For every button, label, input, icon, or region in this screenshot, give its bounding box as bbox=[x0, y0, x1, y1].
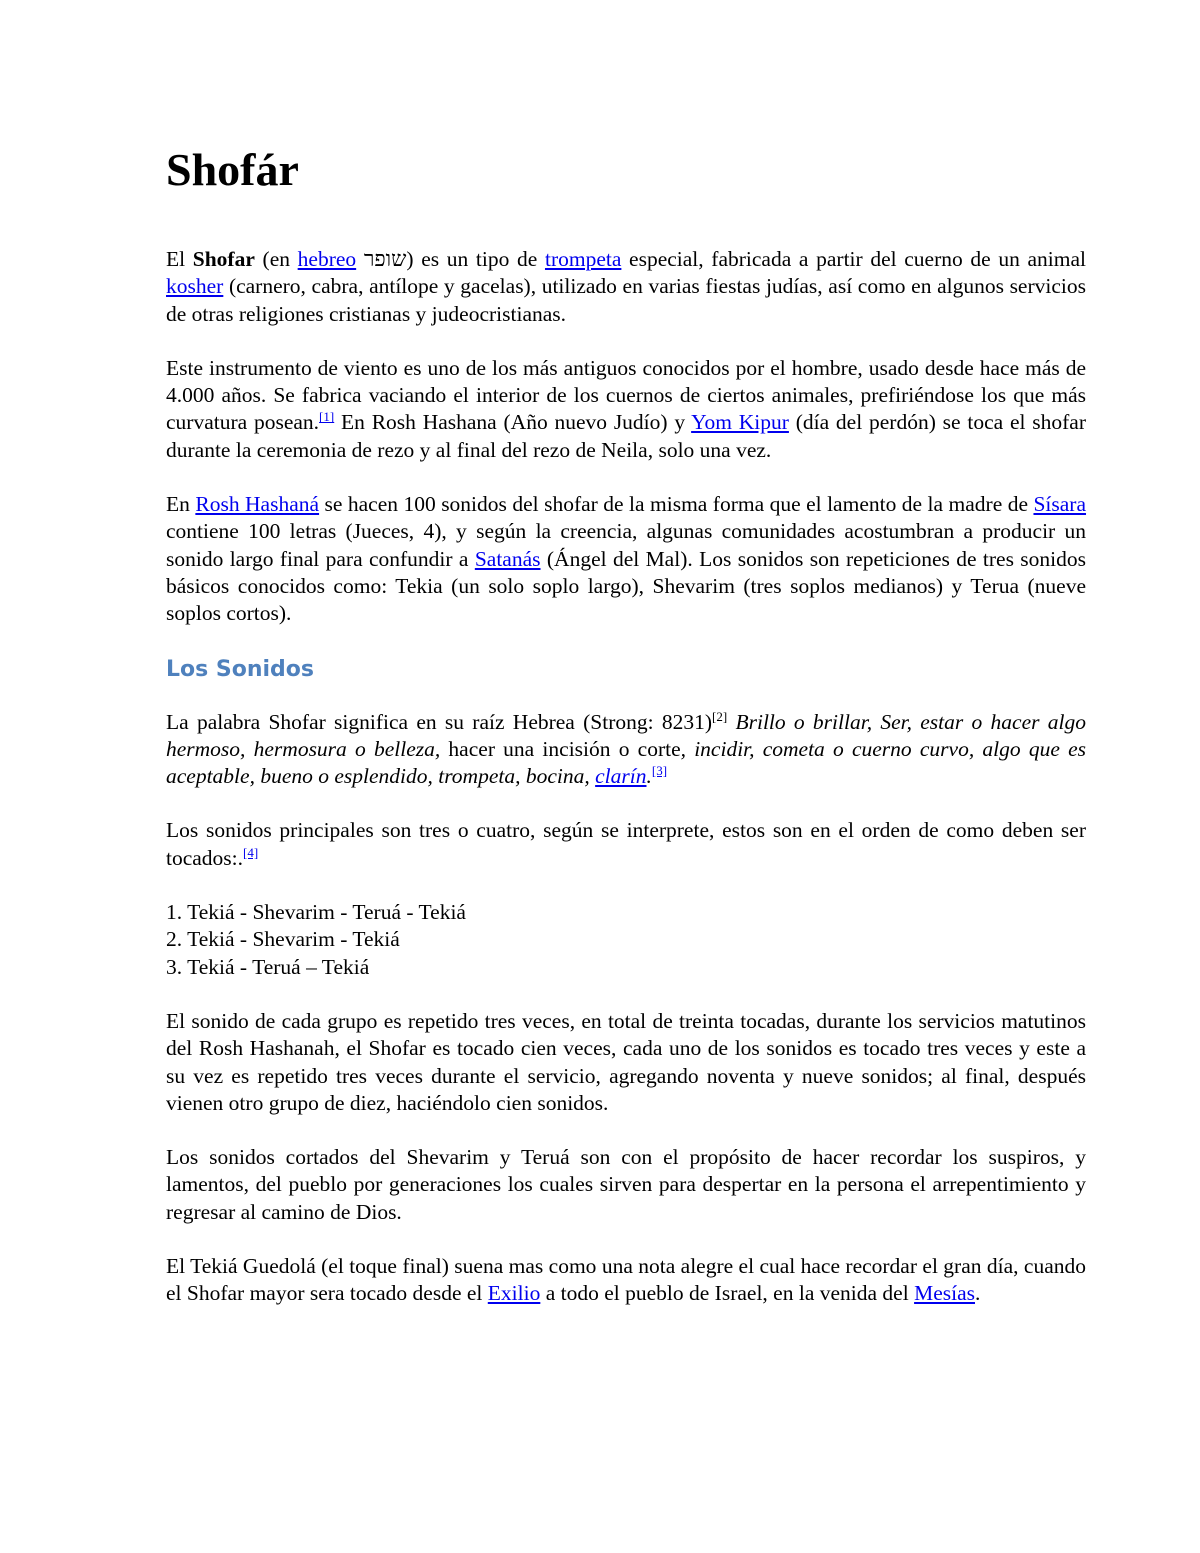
text-run: (en bbox=[254, 247, 298, 271]
intro-paragraph bbox=[166, 246, 1086, 328]
meaning-paragraph bbox=[166, 709, 1086, 791]
ref-link-3[interactable]: [3] bbox=[651, 763, 668, 778]
text-run: Los sonidos principales son tres o cuatro, según se interprete, estos son en el orden de como deben ser tocados:. bbox=[166, 818, 1086, 870]
link-mesias[interactable]: Mesías bbox=[914, 1281, 975, 1306]
purpose-paragraph: Los sonidos cortados del Shevarim y Teruá son con el propósito de hacer recordar los suspiros, y lamentos, del pueblo por generaciones los cuales sirven para despertar en la persona el arrepentimiento y regresar al camino de Dios. bbox=[166, 1145, 1086, 1224]
text-run bbox=[356, 247, 364, 271]
text-run: En Rosh Hashana (Año nuevo Judío) y bbox=[334, 410, 692, 435]
list-item: 1. Tekiá - Shevarim - Teruá - Tekiá bbox=[166, 900, 466, 925]
bold-term: Shofar bbox=[192, 247, 255, 271]
text-run: a todo el pueblo de Israel, en la venida del bbox=[540, 1281, 915, 1306]
order-paragraph bbox=[166, 817, 1086, 872]
text-run: (día del perdón) se toca el shofar durante la ceremonia de rezo y al final del rezo de Neila, solo una vez. bbox=[166, 410, 1086, 462]
hebrew-word: שופר bbox=[363, 247, 407, 271]
page-title: Shofár bbox=[166, 144, 299, 195]
text-run: El Tekiá Guedolá (el toque final) suena mas como una nota alegre el cual hace recordar el gran día, cuando el Shofar mayor sera tocado desde el bbox=[166, 1254, 1086, 1306]
text-run: se hacen 100 sonidos del shofar de la misma forma que el lamento de la madre de bbox=[319, 492, 1034, 517]
section-heading: Los Sonidos bbox=[166, 656, 315, 682]
link-hebreo[interactable]: hebreo bbox=[297, 247, 357, 271]
history-paragraph bbox=[166, 355, 1086, 464]
link-yom-kipur[interactable]: Yom Kipur bbox=[691, 410, 789, 435]
repetition-paragraph: El sonido de cada grupo es repetido tres veces, en total de treinta tocadas, durante los servicios matutinos del Rosh Hashanah, el Shofar es tocado cien veces, cada uno de los sonidos es tocado tres veces y este a su vez es repetido tres veces durante el servicio, agregando noventa y nueve sonidos; al final, después vienen otro grupo de diez, haciéndolo cien sonidos. bbox=[166, 1008, 1086, 1115]
italic-run: . bbox=[646, 764, 652, 789]
link-trompeta[interactable]: trompeta bbox=[544, 247, 622, 271]
text-run: El bbox=[166, 247, 193, 271]
link-exilio[interactable]: Exilio bbox=[487, 1281, 541, 1306]
text-run: . bbox=[975, 1281, 981, 1306]
text-run: (Ángel del Mal). Los sonidos son repeticiones de tres sonidos básicos conocidos como: Tekia (un solo soplo largo), Shevarim (tres soplos medianos) y Terua (nueve soplos cortos). bbox=[166, 546, 1086, 626]
sound-sequence-list bbox=[166, 899, 1086, 981]
list-item: 3. Tekiá - Teruá – Tekiá bbox=[166, 954, 370, 979]
text-run: ) es un tipo de bbox=[406, 247, 545, 271]
ref-link-1[interactable]: [1] bbox=[319, 409, 335, 425]
link-satanas[interactable]: Satanás bbox=[474, 546, 541, 571]
link-sisara[interactable]: Sísara bbox=[1033, 492, 1087, 517]
text-run: En bbox=[166, 492, 196, 517]
document-page bbox=[166, 140, 1086, 1335]
ref-2: [2] bbox=[712, 708, 728, 724]
text-run: La palabra Shofar significa en su raíz Hebrea (Strong: 8231) bbox=[166, 709, 713, 734]
text-run: Este instrumento de viento es uno de los más antiguos conocidos por el hombre, usado desde hace más de 4.000 años. Se fabrica vaciando el interior de los cuernos de ciertos animales, prefiriéndose los que más curvatura posean. bbox=[166, 355, 1086, 435]
link-kosher[interactable]: kosher bbox=[166, 274, 224, 299]
text-run: especial, fabricada a partir del cuerno de un animal bbox=[621, 247, 1087, 271]
italic-run: Brillo o brillar, Ser, estar o hacer algo hermoso, hermosura o belleza, bbox=[166, 709, 1086, 761]
text-run: hacer una incisión o corte bbox=[440, 736, 681, 761]
rosh-hashana-paragraph bbox=[166, 491, 1086, 627]
final-sound-paragraph bbox=[166, 1253, 1086, 1308]
text-run: contiene 100 letras (Jueces, 4), y según la creencia, algunas comunidades acostumbran a producir un sonido largo final para confundir a bbox=[166, 519, 1086, 571]
list-item: 2. Tekiá - Shevarim - Tekiá bbox=[166, 927, 400, 952]
italic-run: , incidir, cometa o cuerno curvo, algo que es aceptable, bueno o esplendido, trompeta, bocina, bbox=[166, 736, 1086, 789]
link-rosh-hashana[interactable]: Rosh Hashaná bbox=[195, 492, 320, 517]
link-clarin[interactable]: clarín bbox=[595, 764, 647, 789]
text-run: (carnero, cabra, antílope y gacelas), utilizado en varias fiestas judías, así como en algunos servicios de otras religiones cristianas y judeocristianas. bbox=[166, 274, 1086, 326]
ref-link-4[interactable]: [4] bbox=[243, 844, 259, 860]
